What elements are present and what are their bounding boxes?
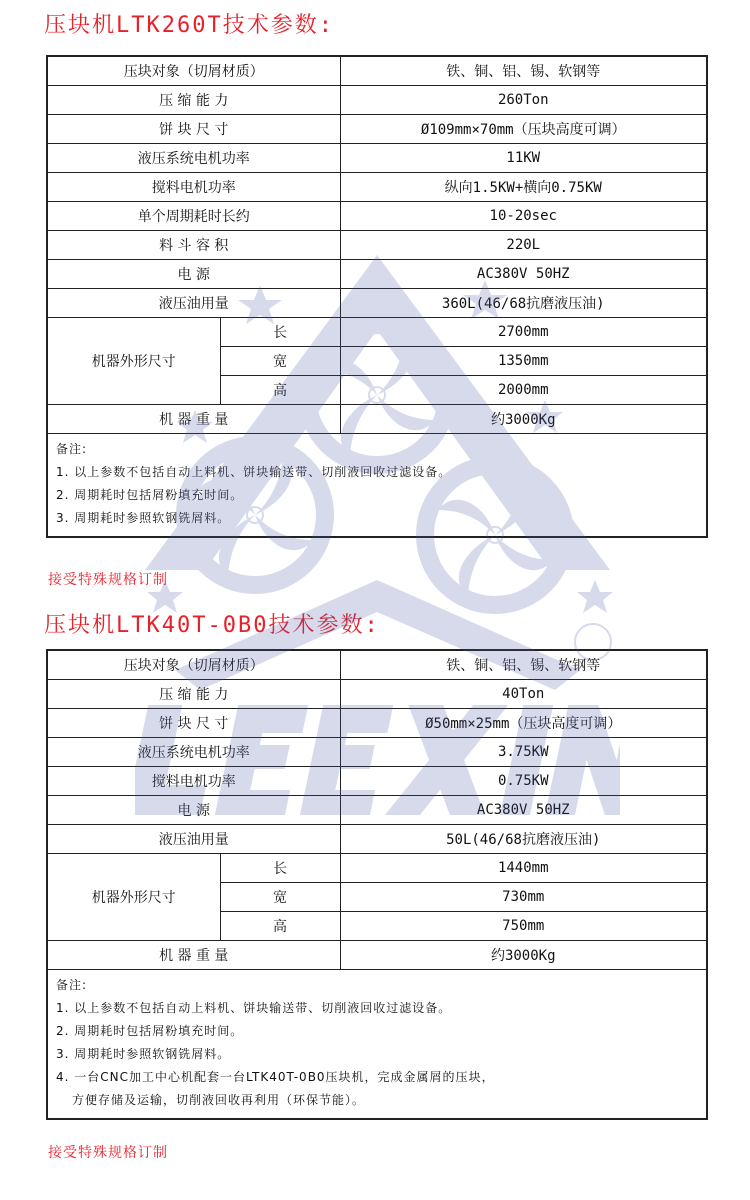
table-row (47, 796, 707, 825)
custom-order-note: 接受特殊规格订制 (48, 1145, 168, 1161)
table-row (47, 56, 707, 86)
row-value: 纵向1.5KW+横向0.75KW (340, 173, 707, 202)
weight-label: 机 器 重 量 (47, 941, 340, 970)
table-row (47, 405, 707, 434)
table-row (47, 115, 707, 144)
dimensions-label: 机器外形尺寸 (47, 318, 220, 405)
row-value: 铁、铜、铝、锡、软钢等 (340, 650, 707, 680)
note-item: 1. 以上参数不包括自动上料机、饼块输送带、切削液回收过滤设备。 (56, 465, 452, 479)
row-label: 压 缩 能 力 (47, 680, 340, 709)
dimension-width-label: 宽 (220, 347, 340, 376)
row-label: 液压系统电机功率 (47, 144, 340, 173)
row-label: 饼 块 尺 寸 (47, 709, 340, 738)
row-label: 压块对象（切屑材质） (47, 650, 340, 680)
note-item: 2. 周期耗时包括屑粉填充时间。 (56, 1024, 244, 1038)
row-value: Ø109mm×70mm（压块高度可调） (340, 115, 707, 144)
notes-title: 备注: (56, 978, 88, 992)
row-label: 饼 块 尺 寸 (47, 115, 340, 144)
row-label: 电 源 (47, 260, 340, 289)
dimension-length-value: 1440mm (340, 854, 707, 883)
table-row (47, 709, 707, 738)
row-value: 220L (340, 231, 707, 260)
table-row (47, 767, 707, 796)
table-row (47, 854, 707, 883)
row-label: 液压油用量 (47, 825, 340, 854)
row-value: 10-20sec (340, 202, 707, 231)
row-value: AC380V 50HZ (340, 260, 707, 289)
notes-title: 备注: (56, 442, 88, 456)
row-label: 液压系统电机功率 (47, 738, 340, 767)
row-value: AC380V 50HZ (340, 796, 707, 825)
note-item: 2. 周期耗时包括屑粉填充时间。 (56, 488, 244, 502)
table-row (47, 941, 707, 970)
section-title: 压块机LTK260T技术参数: (44, 13, 334, 38)
weight-value: 约3000Kg (340, 941, 707, 970)
row-value: 360L(46/68抗磨液压油) (340, 289, 707, 318)
dimension-width-value: 1350mm (340, 347, 707, 376)
table-row (47, 825, 707, 854)
row-value: 260Ton (340, 86, 707, 115)
spec-table (46, 55, 708, 538)
row-label: 电 源 (47, 796, 340, 825)
note-item: 4. 一台CNC加工中心机配套一台LTK40T-0B0压块机，完成金属屑的压块， (56, 1070, 495, 1084)
table-row (47, 318, 707, 347)
row-value: 50L(46/68抗磨液压油) (340, 825, 707, 854)
row-value: 3.75KW (340, 738, 707, 767)
dimension-length-label: 长 (220, 318, 340, 347)
dimension-width-label: 宽 (220, 883, 340, 912)
dimensions-label: 机器外形尺寸 (47, 854, 220, 941)
row-label: 料 斗 容 积 (47, 231, 340, 260)
note-item: 1. 以上参数不包括自动上料机、饼块输送带、切削液回收过滤设备。 (56, 1001, 452, 1015)
dimension-length-label: 长 (220, 854, 340, 883)
table-row (47, 260, 707, 289)
table-row (47, 86, 707, 115)
row-value: 40Ton (340, 680, 707, 709)
note-item: 3. 周期耗时参照软钢铣屑料。 (56, 511, 231, 525)
dimension-length-value: 2700mm (340, 318, 707, 347)
row-value: Ø50mm×25mm（压块高度可调） (340, 709, 707, 738)
note-item: 3. 周期耗时参照软钢铣屑料。 (56, 1047, 231, 1061)
row-label: 搅料电机功率 (47, 767, 340, 796)
table-row (47, 144, 707, 173)
row-value: 11KW (340, 144, 707, 173)
table-row (47, 738, 707, 767)
row-label: 搅料电机功率 (47, 173, 340, 202)
row-label: 压 缩 能 力 (47, 86, 340, 115)
row-value: 铁、铜、铝、锡、软钢等 (340, 56, 707, 86)
table-row (47, 173, 707, 202)
dimension-height-value: 2000mm (340, 376, 707, 405)
dimension-height-value: 750mm (340, 912, 707, 941)
dimension-width-value: 730mm (340, 883, 707, 912)
notes-cell (47, 434, 707, 538)
weight-label: 机 器 重 量 (47, 405, 340, 434)
table-row (47, 289, 707, 318)
note-item: 方便存储及运输，切削液回收再利用（环保节能）。 (72, 1093, 366, 1107)
row-label: 液压油用量 (47, 289, 340, 318)
notes-cell (47, 970, 707, 1120)
spec-table (46, 649, 708, 1120)
notes-row (47, 434, 707, 538)
notes-row (47, 970, 707, 1120)
custom-order-note: 接受特殊规格订制 (48, 572, 168, 588)
row-label: 压块对象（切屑材质） (47, 56, 340, 86)
section-title: 压块机LTK40T-0B0技术参数: (44, 613, 380, 638)
table-row (47, 650, 707, 680)
dimension-height-label: 高 (220, 376, 340, 405)
table-row (47, 202, 707, 231)
table-row (47, 680, 707, 709)
row-value: 0.75KW (340, 767, 707, 796)
row-label: 单个周期耗时长约 (47, 202, 340, 231)
table-row (47, 231, 707, 260)
dimension-height-label: 高 (220, 912, 340, 941)
weight-value: 约3000Kg (340, 405, 707, 434)
